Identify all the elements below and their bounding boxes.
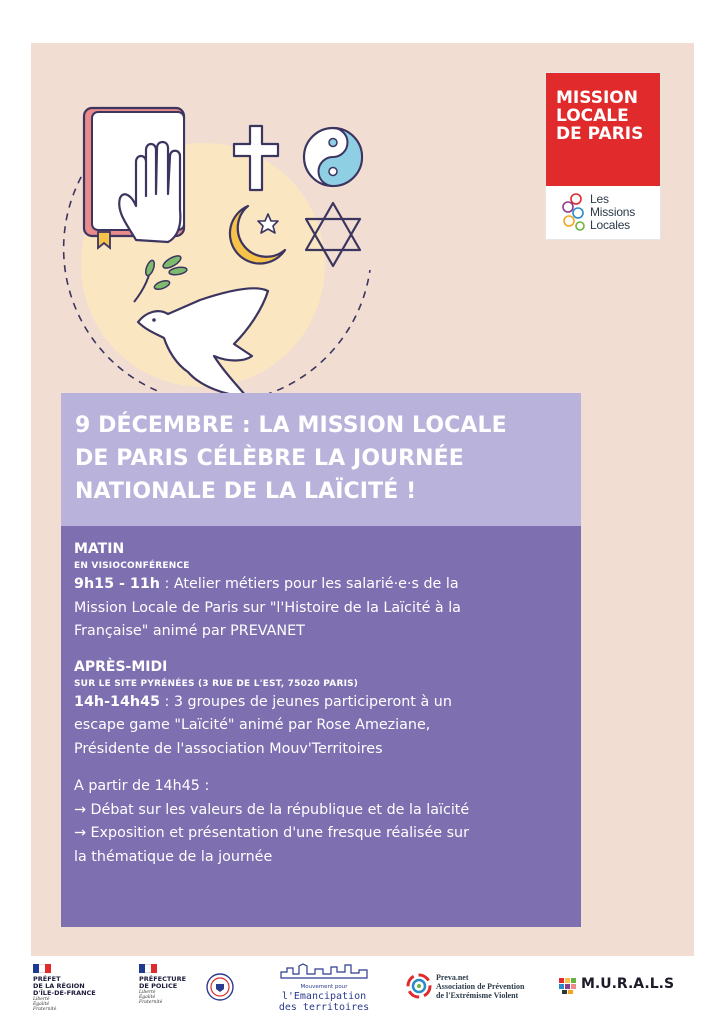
from-label: A partir de 14h45 : <box>74 778 210 794</box>
network-line-1: Les <box>590 192 609 206</box>
police-motto-1: Liberté <box>139 990 156 995</box>
city-skyline-icon <box>279 962 369 980</box>
bible-hand-icon <box>84 108 184 248</box>
logo-line-2: LOCALE <box>556 106 629 126</box>
french-flag-icon <box>33 964 51 973</box>
motto-3: Fraternité <box>33 1007 57 1012</box>
afternoon-line-2: escape game "Laïcité" animé par Rose Ameziane, <box>74 717 431 733</box>
preva-line-1: Preva.net <box>436 973 469 982</box>
preva-line-2: Association de Prévention <box>436 982 525 991</box>
murals-text: M.U.R.A.L.S <box>581 976 675 992</box>
morning-line-1 <box>74 573 581 597</box>
list-item-exhibition-cont: la thématique de la journée <box>74 848 273 865</box>
police-motto-3: Fraternité <box>139 1000 163 1005</box>
title-line-2: DE PARIS CÉLÈBRE LA JOURNÉE <box>75 446 464 471</box>
prefet-line-2: DE LA RÉGION <box>33 982 85 990</box>
morning-time: 9h15 - 11h <box>74 576 160 592</box>
police-line-2: DE POLICE <box>139 982 178 990</box>
preva-net-icon <box>405 972 433 1000</box>
mouvement-line-1: Mouvement pour <box>300 984 348 990</box>
morning-line-2: Mission Locale de Paris sur "l'Histoire de la Laïcité à la <box>74 599 461 616</box>
missions-locales-text <box>590 193 635 232</box>
logo-line-1: MISSION <box>556 88 638 108</box>
title-line-3: NATIONALE DE LA LAÏCITÉ ! <box>75 479 417 504</box>
network-line-2: Missions <box>590 205 636 219</box>
afternoon-time: 14h-14h45 <box>74 693 160 710</box>
morning-heading: MATIN <box>74 541 125 557</box>
mouvement-line-3: des territoires <box>278 1002 370 1013</box>
french-flag-icon <box>139 964 157 973</box>
logo-line-3: DE PARIS <box>556 124 644 144</box>
morning-line-3: Française" animé par PREVANET <box>74 623 305 639</box>
motto-1: Liberté <box>33 997 50 1002</box>
title-banner <box>61 393 581 526</box>
murals-icon <box>558 977 578 995</box>
mission-locale-logo <box>545 72 661 240</box>
police-motto-2: Égalité <box>139 995 156 1000</box>
afternoon-line-3: Présidente de l'association Mouv'Territoires <box>74 740 383 757</box>
police-line-1: PRÉFECTURE <box>139 975 187 983</box>
prefet-region-logo <box>33 964 96 1012</box>
prefecture-police-logo <box>139 964 186 1005</box>
mouvement-territoires-logo <box>276 962 372 1013</box>
network-line-3: Locales <box>590 218 630 232</box>
yin-yang-icon <box>304 128 362 186</box>
missions-locales-network-icon <box>560 191 588 233</box>
prefet-line-3: D'ÎLE-DE-FRANCE <box>33 989 96 997</box>
list-item-debate: → Débat sur les valeurs de la république et de la laïcité <box>74 801 470 818</box>
program-content <box>61 526 581 927</box>
afternoon-text-1: : 3 groupes de jeunes participeront à un <box>159 693 452 710</box>
mouvement-line-2: l'Emancipation <box>281 991 367 1002</box>
afternoon-line-1 <box>74 691 581 715</box>
police-badge-icon <box>205 972 235 1002</box>
preva-net-logo <box>436 973 524 1000</box>
preva-line-3: de l'Extrémisme Violent <box>436 991 519 1000</box>
afternoon-heading: APRÈS-MIDI <box>74 658 168 675</box>
morning-subheading: EN VISIOCONFÉRENCE <box>74 561 190 571</box>
motto-2: Égalité <box>33 1002 50 1007</box>
prefet-line-1: PRÉFET <box>33 975 61 983</box>
list-item-exhibition: → Exposition et présentation d'une fresque réalisée sur <box>74 825 470 841</box>
afternoon-subheading: SUR LE SITE PYRÉNÉES (3 RUE DE L'EST, 75020 PARIS) <box>74 678 359 689</box>
partners-footer <box>0 956 724 1024</box>
logo-red-block <box>546 73 660 186</box>
title-line-1: 9 DÉCEMBRE : LA MISSION LOCALE <box>75 413 507 438</box>
morning-text-1: : Atelier métiers pour les salarié·e·s de la <box>159 576 459 592</box>
